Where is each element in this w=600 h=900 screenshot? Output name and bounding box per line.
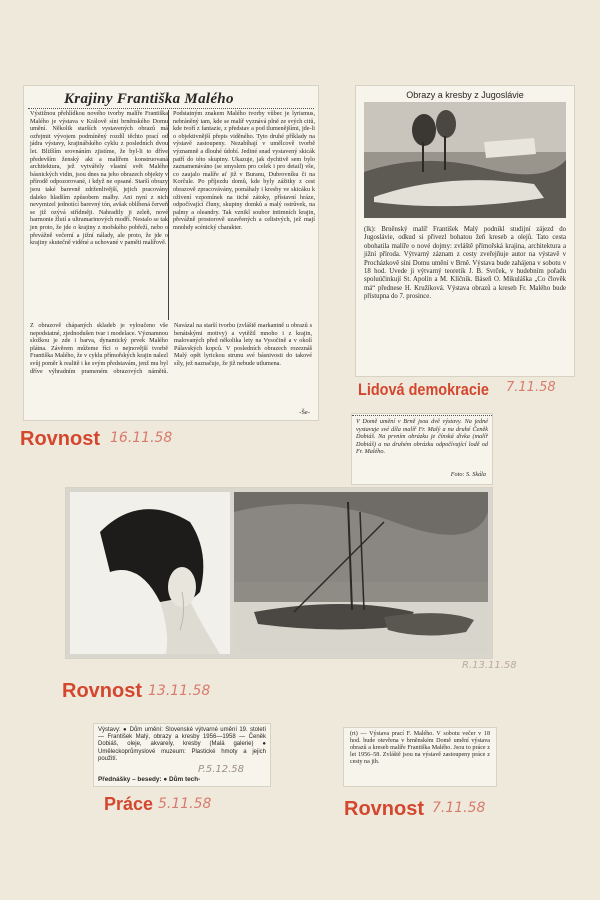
article-jugoslavie — [356, 86, 574, 376]
caption-clipping — [352, 414, 492, 484]
handwritten-date: 5.11.58 — [158, 796, 212, 812]
article-author: -Še- — [299, 409, 310, 416]
portrait-photo — [70, 492, 230, 654]
article-krajiny — [24, 86, 318, 420]
handwritten-date: 13.11.58 — [148, 683, 211, 699]
handwritten-date: 7.11.58 — [432, 800, 486, 816]
article-column-3: Z obrazově chápaných skladeb je vyloučeno vše nepodstatné, zjednodušen tvar i modelace. Významnou složkou je zde i barva, dynamický prvek Malého plátna. Závěrem můžeme říci o nejnovější tvorbě Františka Malého, že v cyklu přímořských krajin nalezl svůj poměr k realitě i ke svým představám, jenž mu byl dříve výhradním prameném obrazových námětů. Navázal na starší tvorbu (zvláště markantně u obrazů s benátskými motivy) a vytěžil mnoho i z krajin, malovaných před několika lety na Vysočině a v okolí Pálavských kopců. V posledních obrazech rozeznáš Malý opět lyrickou strunu své básnivosti do takové síly, jež naznačuje, že již nebude utlumena. — [30, 322, 312, 375]
article2-body: (lk): Brněnský malíř František Malý podnikl studijní zájezd do Jugoslávie, odkud si přivezl bohatou žeň kreseb a olejů. Tato cesta obohatila malíře o nové dojmy: zvláště přímořská krajina, architektura a jižní příroda. Výtvarný záznam z cesty zveřejňuje autor na výstavě v Procházkově síni Domu umění v Brně. Výstava bude zahájena v sobotu v 18 hod. Uvede ji výtvarný teoretik J. B. Svrček, v hudebním pořadu spoluúčinkují St. Apolín a M. Klíčník. Báseň O. Mikuláška „Co člověk má“ přednese H. Kružíková. Výstava obrazů a kreseb Fr. Malého bude přístupna do 7. prosince. — [364, 226, 566, 301]
caption-text: V Domě umění v Brně jsou dvě výstavy. Na jedné vystavuje své díla malíř Fr. Malý a na druhé Čeněk Dobiáš. Na prvním obrázku je čínská dívka (malíř Dobiáš) a na druhém obrázku odpočívající lodě od Fr. Malého. — [356, 418, 488, 456]
prace-listing-clipping — [94, 724, 270, 786]
photo-pair-clipping — [66, 488, 492, 658]
handwritten-date: 16.11.58 — [110, 430, 173, 446]
article2-heading: Obrazy a kresby z Jugoslávie — [406, 90, 524, 100]
yugoslavia-landscape-photo — [364, 102, 566, 218]
rovnost-notice-text: (rt) — Výstava prací F. Malého. V sobotu večer v 18 hod. bude otevřena v brněnském Domě umění výstava obrazů a kreseb malíře Františka Malého. Jsou to práce z let 1956–58. Zvláště jsou na výstavě zastoupeny práce z cesty na jih. — [350, 731, 490, 766]
newspaper-label-rovnost: Rovnost — [62, 680, 142, 702]
boats-painting-photo — [234, 492, 488, 654]
newspaper-label-rovnost: Rovnost — [344, 798, 424, 820]
newspaper-label-rovnost: Rovnost — [20, 428, 100, 450]
handwritten-date: 7.11.58 — [506, 380, 556, 395]
prace-listing-text: Výstavy: ● Dům umění: Slovenské výtvarné umění 19. století — František Malý, obrazy a kresby 1956—1958 — Čeněk Dobiáš, oleje, akvarely, kresby (Malá galerie) ● Uměleckoprůmyslové muzeum: Plastické hmoty a jejich použití. — [98, 727, 266, 762]
prace-listing-line2: Přednášky – besedy: ● Dům tech- — [98, 776, 201, 783]
article-title: Krajiny Františka Malého — [64, 91, 234, 107]
article-column-2: Podstatným znakem Malého tvorby vůbec je lyrismus, nebráněný tam, kde se malíř vyznává plně ze svých citů, kde tvoří z fantazie, z představ a pod tlumenějšími, jde-li o objektivnější přepis viděného. Tyto druhé příklady na výstavě zastoupeny. Nezabíhají v umělcově tvorbě významně a dlouhé údobí. Jediné snad vystavený skicák patří do této skupiny. Ukazuje, jak dychtivě sem bylo zaznamenáváno (se smyslem pro celek i pro detail) vše, co zaujalo malíře ať již v Buranu, Dubrovníku či na Korčule. Po příjezdu domů, kde byly zážitky z cest obrazově zpracovávány, pomáhaly i kresby ve skicáku k oživení vzpomínek na tiché zátoky, přístavní hráze, odpočívající čluny, skupiny domků a malý ostrůvek, na palmy a oleandry. Tak vznikl soubor intimních krajin, převážně prostorově uzavřených a celistvých, jež mají mnohdy scénický charakter. — [173, 110, 315, 231]
handwritten-note: P.5.12.58 — [198, 764, 245, 775]
handwritten-date-photo: R.13.11.58 — [462, 660, 517, 671]
rovnost-notice-clipping — [344, 728, 496, 786]
caption-foto-credit: Foto: S. Skála — [450, 471, 486, 478]
newspaper-label-prace: Práce — [104, 794, 154, 814]
newspaper-label-lidova-demokracie: Lidová demokracie — [358, 380, 489, 399]
article-column-1: Výstižnou přehlídkou nového tvorby malíře Františka Malého je výstava v Králově síni brněnského Domu umění. Několik starších vystavených obrazů má ozřejmit vývojem podmíněný rozdíl těchto prací od jádra výstavy, krajinářského cyklu z posledních dvou let. Bližším srovnáním zjistíme, že byl-li to dříve především ženský akt a malířem konstruovaná architektura, jež vytvářely vlastní svět Malého básnických vidin, jsou dnes na jeho obrazech objekty v přírodě odpozorované, i když ne opsané. Starší obrazy jsou také barevně zdrženlivější, jejich pracovány daleko hladším způsobem malby. Ani nyní z nich nevymizel jednotící barevný tón, avšak oblíbená červeň se již ozývá střídměji. Nahradily ji zeleň, nové harmonie žlutí a ultramarinových modří. Nestalo se tak jen proto, že jde o krajiny z mořského pobřeží, nebo o převážně večerní a jižní nálady, ale proto, že jde o krajiny skutečně viděné a uchované v paměti malířově. — [30, 110, 168, 247]
